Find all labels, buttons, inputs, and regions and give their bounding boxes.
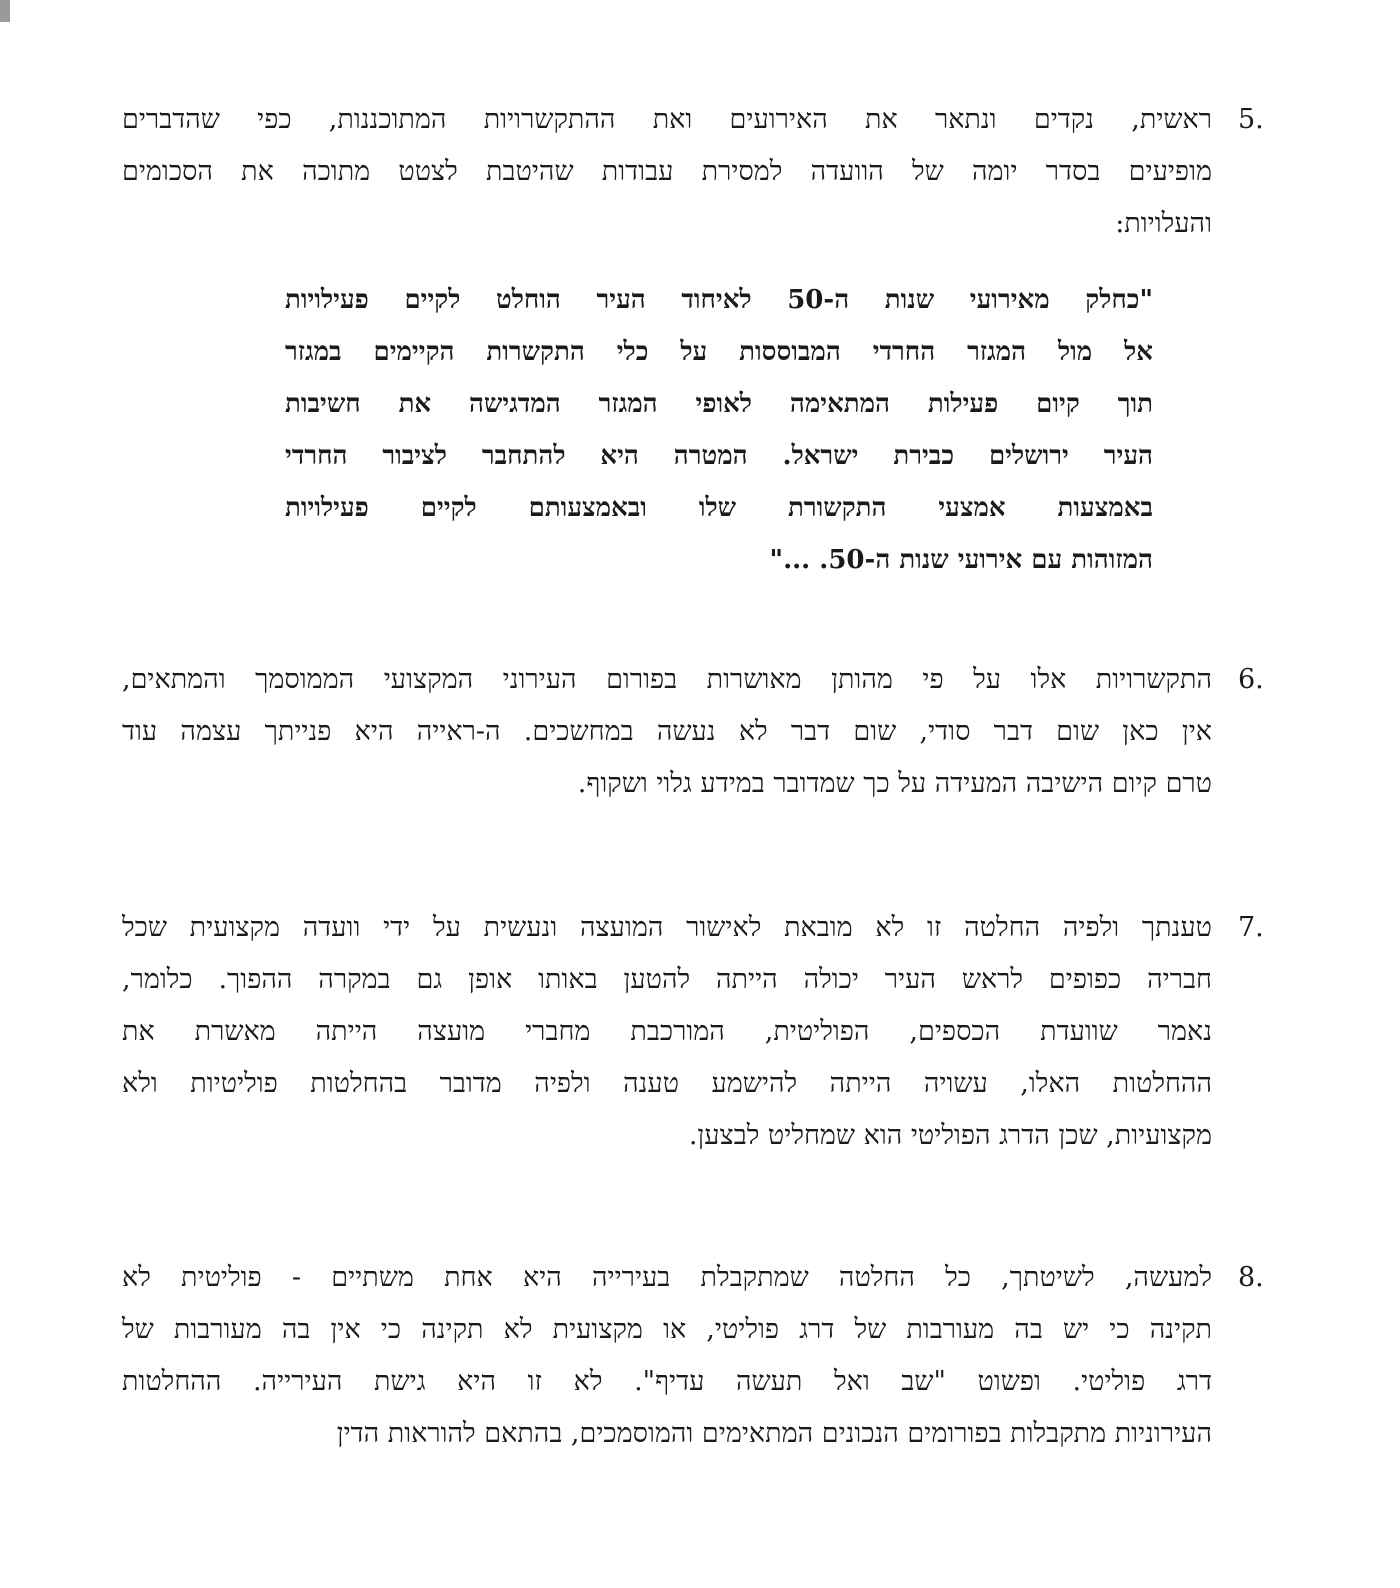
- paragraph-text: [122, 654, 1212, 810]
- text-line: טענתך ולפיה החלטה זו לא מובאת לאישור המועצה ונעשית על ידי וועדה מקצועית שכל: [122, 912, 1212, 943]
- quote-line: "כחלק מאירועי שנות ה-50 לאיחוד העיר הוחלט לקיים פעילויות: [285, 285, 1153, 315]
- text-line: התקשרויות אלו על פי מהותן מאושרות בפורום העירוני המקצועי הממוסמך והמתאים,: [122, 664, 1212, 695]
- text-line: חבריה כפופים לראש העיר יכולה הייתה להטען באותו אופן גם במקרה ההפוך. כלומר,: [122, 964, 1212, 995]
- scan-corner-mark: [0, 0, 10, 22]
- quote-line: העיר ירושלים כבירת ישראל. המטרה היא להתחבר לציבור החרדי: [285, 441, 1153, 471]
- text-line: תקינה כי יש בה מעורבות של דרג פוליטי, או מקצועית לא תקינה כי אין בה מעורבות של: [122, 1314, 1212, 1345]
- quote-line: המזוהות עם אירועי שנות ה-50. ...": [769, 545, 1153, 575]
- paragraph-text: [122, 94, 1212, 250]
- text-line: נאמר שוועדת הכספים, הפוליטית, המורכבת מחברי מועצה הייתה מאשרת את: [122, 1016, 1212, 1047]
- text-line: מופיעים בסדר יומה של הוועדה למסירת עבודות שהיטבת לצטט מתוכה את הסכומים: [122, 156, 1212, 187]
- paragraph-number: 7.: [1238, 912, 1264, 943]
- quote-line: תוך קיום פעילות המתאימה לאופי המגזר המדגישה את חשיבות: [285, 389, 1153, 419]
- quote-line: אל מול המגזר החרדי המבוססות על כלי התקשרות הקיימים במגזר: [285, 337, 1153, 367]
- paragraph-number: 6.: [1238, 664, 1264, 695]
- paragraph-text: [122, 1252, 1212, 1460]
- text-line: ההחלטות האלו, עשויה הייתה להישמע טענה ולפיה מדובר בהחלטות פוליטיות ולא: [122, 1068, 1212, 1099]
- text-line: ראשית, נקדים ונתאר את האירועים ואת ההתקשרויות המתוכננות, כפי שהדברים: [122, 104, 1212, 135]
- block-quote: [285, 274, 1153, 586]
- text-line: טרם קיום הישיבה המעידה על כך שמדובר במידע גלוי ושקוף.: [577, 768, 1212, 799]
- text-line: מקצועיות, שכן הדרג הפוליטי הוא שמחליט לבצען.: [688, 1120, 1212, 1151]
- text-line: והעלויות:: [1115, 208, 1212, 239]
- text-line: העירוניות מתקבלות בפורומים הנכונים המתאימים והמוסמכים, בהתאם להוראות הדין: [336, 1418, 1212, 1449]
- paragraph-number: 8.: [1238, 1262, 1264, 1293]
- text-line: אין כאן שום דבר סודי, שום דבר לא נעשה במחשכים. ה-ראייה היא פנייתך עצמה עוד: [122, 716, 1212, 747]
- paragraph-number: 5.: [1238, 104, 1264, 135]
- paragraph-text: [122, 902, 1212, 1162]
- quote-line: באמצעות אמצעי התקשורת שלו ובאמצעותם לקיים פעילויות: [285, 493, 1153, 523]
- text-line: למעשה, לשיטתך, כל החלטה שמתקבלת בעירייה היא אחת משתיים - פוליטית לא: [122, 1262, 1212, 1293]
- text-line: דרג פוליטי. ופשוט "שב ואל תעשה עדיף". לא זו היא גישת העירייה. ההחלטות: [122, 1366, 1212, 1397]
